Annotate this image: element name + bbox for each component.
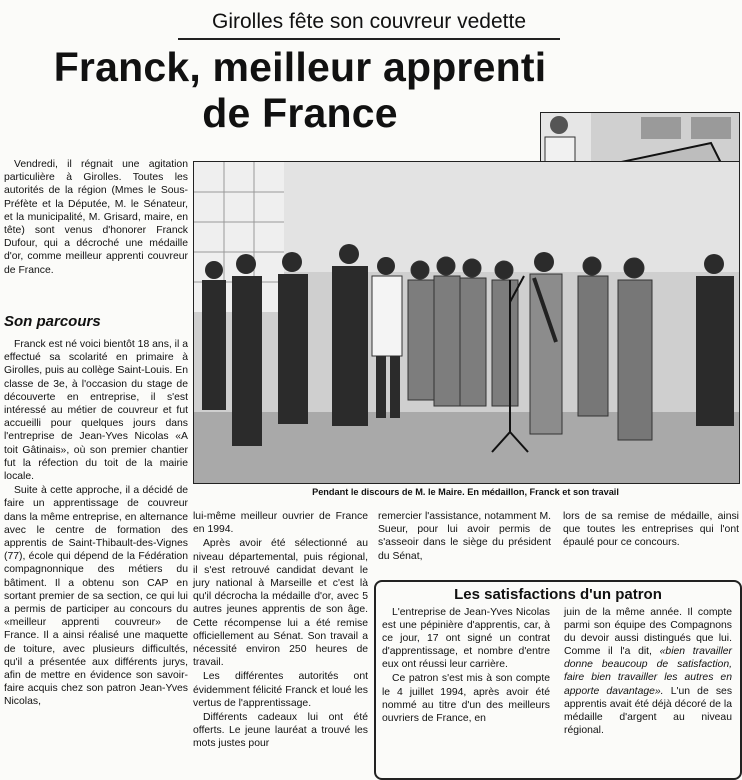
photo-caption: Pendant le discours de M. le Maire. En médaillon, Franck et son travail bbox=[312, 487, 619, 497]
section-subhead: Son parcours bbox=[4, 313, 101, 330]
article-headline bbox=[40, 44, 560, 136]
column-4 bbox=[563, 510, 739, 550]
column-1 bbox=[4, 338, 188, 709]
paragraph: remercier l'assistance, notamment M. Sueur, pour lui avoir permis de s'asseoir dans le siège du président du Sénat, bbox=[378, 511, 551, 562]
paragraph: Différents cadeaux lui ont été offerts. Le jeune lauréat a trouvé les mots justes pour bbox=[193, 712, 368, 750]
sidebar-column-2 bbox=[564, 606, 732, 737]
paragraph: Après avoir été sélectionné au niveau départemental, puis régional, il s'est retrouvé candidat devant le jury national à Marseille et c'est là qu'il décrocha la médaille d'or, avec 5 autres jeunes apprentis de son âge. Cette récompense lui a été remise officiellement au Sénat. Son travail a nécessité environ 250 heures de travail. bbox=[193, 538, 368, 669]
column-2 bbox=[193, 510, 368, 751]
quote: «bien travailler donne beaucoup de satisfaction, faire bien travailler les autres en apporte davantage». bbox=[564, 646, 733, 697]
main-photo bbox=[193, 161, 740, 484]
paragraph: Suite à cette approche, il a décidé de faire un apprentissage de couvreur dans la même entreprise, en alternance avec le centre de formation des apprentis de Saint-Thibault-des-Vignes (77), école qui dépend de la Fédération compagnonnique des métiers du bâtiment. Il a obtenu son CAP en sortant premier de sa section, ce qui lui a permis de participer au concours du «meilleur apprenti couvreur» de France. Il a ainsi réalisé une maquette de toiture, avec plusieurs difficultés, qu'il a présentée aux différents jurys, afin de mettre en évidence son savoir-faire acquis chez son patron Jean-Yves Nicolas, bbox=[4, 485, 188, 708]
paragraph: lors de sa remise de médaille, ainsi que toutes les entreprises qui l'ont épaulé pour ce concours. bbox=[563, 511, 739, 549]
paragraph: Les différentes autorités ont évidemment félicité Franck et loué les vertus de l'apprentissage. bbox=[193, 671, 368, 709]
sidebar-box-title: Les satisfactions d'un patron bbox=[454, 586, 662, 603]
paragraph: lui-même meilleur ouvrier de France en 1994. bbox=[193, 511, 368, 536]
intro-paragraph: Vendredi, il régnait une agitation particulière à Girolles. Toutes les autorités de la région (Mmes le Sous-Préfète et la Députée, M. le Sénateur, et la municipalité, M. Grisard, maire, en tête) sont venus d'honorer Franck Dufour, qui a décroché une médaille d'or, comme meilleur apprenti couvreur de France. bbox=[4, 159, 188, 276]
column-3 bbox=[378, 510, 551, 563]
intro-column bbox=[4, 158, 188, 277]
headline-line-2: de France bbox=[202, 90, 398, 136]
article-kicker: Girolles fête son couvreur vedette bbox=[178, 8, 560, 40]
paragraph bbox=[564, 606, 732, 737]
text-run: L'un de ses apprentis avait été déjà décoré de la médaille d'argent au niveau régional. bbox=[564, 685, 733, 736]
main-photo-illustration bbox=[194, 162, 739, 483]
paragraph: Franck est né voici bientôt 18 ans, il a effectué sa scolarité en primaire à Girolles, puis au collège Saint-Louis. En classe de 3e, à l'occasion du stage de découverte en entreprise, il s'est intéressé au métier de couvreur et fut accueilli pour quelques jours dans l'entreprise de Jean-Yves Nicolas «A toit Gâtinais», où son premier chantier fut la réfection du toit de la mairie locale. bbox=[4, 339, 188, 483]
paragraph: L'entreprise de Jean-Yves Nicolas est une pépinière d'apprentis, car, à ce jour, 17 ont signé un contrat d'apprentissage, et nombre d'entre eux ont réussi leur carrière. bbox=[382, 607, 550, 671]
sidebar-column-1 bbox=[382, 606, 550, 725]
paragraph: Ce patron s'est mis à son compte le 4 juillet 1994, après avoir été nommé au titre d'un des meilleurs ouvriers de France, en bbox=[382, 673, 550, 724]
headline-line-1: Franck, meilleur apprenti bbox=[53, 44, 547, 90]
text-run: juin de la même année. Il compte parmi son équipe des Compagnons du devoir aussi distingués que lui. Comme il l'a dit, bbox=[564, 607, 732, 658]
